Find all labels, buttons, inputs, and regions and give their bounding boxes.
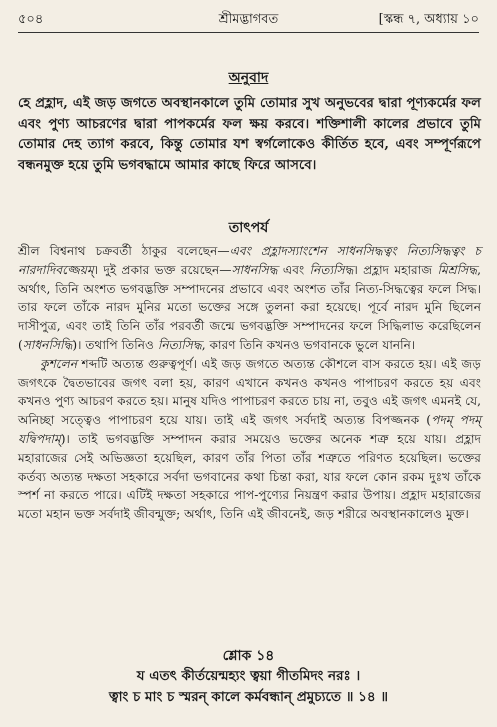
page-header: [18, 8, 479, 30]
page-number: ৫০৪: [18, 12, 44, 27]
purport-text: । প্রহ্লাদ মহারাজ: [353, 262, 438, 277]
italic-term: নিত্যসিদ্ধ: [157, 337, 202, 352]
purport-text: এবং: [277, 262, 310, 277]
purport-text: । দুই প্রকার ভক্ত রয়েছেন—: [93, 262, 232, 277]
purport-body: [18, 242, 481, 524]
translation-text: হে প্রহ্লাদ, এই জড় জগতে অবস্থানকালে তুমি তোমার সুখ অনুভবের দ্বারা পূণ্যকর্মের ফল এবং পুণ্য আচরণের দ্বারা পাপকর্মের ফল ক্ষয় করবে। শক্তিশালী কালের প্রভাবে তুমি তোমার দেহ ত্যাগ করবে, কিন্তু তোমার যশ স্বর্গলোকেও কীর্তিত হবে, এবং সম্পূর্ণরূপে বন্ধনমুক্ত হয়ে তুমি ভগবদ্ধামে আমার কাছে ফিরে আসবে।: [18, 96, 481, 173]
italic-term: মিশ্রসিদ্ধ: [437, 262, 478, 277]
purport-paragraph-2: [18, 355, 481, 524]
verse-heading-text: শ্লোক ১৪: [222, 648, 275, 664]
italic-term: সাধনসিদ্ধ: [231, 262, 278, 277]
italic-term: সাধনসিদ্ধি: [22, 337, 73, 352]
chapter-reference: [স্কন্ধ ৭, অধ্যায় ১০: [378, 12, 479, 27]
purport-text: )। তাই ভগবদ্ভক্তি সম্পাদন করার সময়েও ভক্তের অনেক শত্রু হয়ে যায়। প্রহ্লাদ মহারাজের সেই অভিজ্ঞতা হয়েছিল, কারণ তাঁর পিতা তাঁর শত্রুতে পরিণত হয়েছিল। ভক্তের কর্তব্য অত্যন্ত দক্ষতা সহকারে সর্বদা ভগবানের কথা চিন্তা করা, যার ফলে কোন রকম দুঃখ তাঁকে স্পর্শ না করতে পারে। এটিই দক্ষতা সহকারে পাপ-পুণ্যের নিয়ন্ত্রণ করার উপায়। প্রহ্লাদ মহারাজের মতো মহান ভক্ত সর্বদাই জীবন্মুক্ত; অর্থাৎ, তিনি এই জীবনেই, জড় শরীরে অবস্থানকালেও মুক্ত।: [18, 431, 481, 522]
book-title: শ্রীমদ্ভাগবত: [218, 12, 279, 27]
italic-term: কুশলেন: [40, 356, 77, 371]
translation-heading-text: অনুবাদ: [228, 70, 269, 86]
verse-line-2: ত্বাং চ মাং চ স্মরন্ কালে কর্মবন্ধান্ প্রমুচ্যতে ॥ ১৪ ॥: [109, 689, 388, 705]
verse-text: [0, 666, 497, 708]
italic-term: নিত্যসিদ্ধ: [309, 262, 354, 277]
purport-heading-text: তাৎপর্য: [228, 220, 269, 236]
italic-term: পদম্ পদম্ যদ্বিপদাম্: [18, 413, 481, 446]
purport-text: শব্দটি অত্যন্ত গুরুত্বপূর্ণ। এই জড় জগতে অত্যন্ত কৌশলে বাস করতে হয়। এই জড় জগৎকে দ্বৈতভাবের জগৎ বলা হয়, কারণ এখানে কখনও কখনও পাপাচরণ করতে হয় এবং কখনও পুণ্য আচরণ করতে হয়। মানুষ যদিও পাপাচরণ করতে চায় না, তবুও এই জগৎ এমনই যে, অনিচ্ছা সত্ত্বেও পাপাচরণ হয়ে যায়। তাই এই জগৎ সর্বদাই অত্যন্ত বিপজ্জনক (: [18, 356, 481, 428]
sanskrit-quote: এবং প্রহ্লাদস্যাংশেন সাধনসিদ্ধত্বং নিত্যসিদ্ধত্বং চ নারদাদিবজ্জেয়ম্: [18, 244, 481, 277]
translation-heading: [0, 66, 497, 90]
verse-line-1: য এতৎ কীর্তয়েন্মহ্যং ত্বয়া গীতমিদং নরঃ ।: [136, 668, 361, 684]
header-divider: [18, 32, 479, 33]
purport-heading: [0, 216, 497, 240]
verse-heading: [0, 644, 497, 668]
purport-text: )। তথাপি তিনিও: [72, 337, 158, 352]
purport-text: , অর্থাৎ, তিনি অংশত ভগবদ্ভক্তি সম্পাদনের প্রভাবে এবং অংশত তাঁর নিত্য-সিদ্ধত্বের ফলে সিদ্ধ। তার ফলে তাঁকে নারদ মুনির মতো ভক্তের সঙ্গে তুলনা করা হয়েছে। পূর্বে নারদ মুনি ছিলেন দাসীপুত্র, এবং তাই তিনি তাঁর পরবর্তী জন্মে ভগবদ্ভক্তি সম্পাদনের ফলে সিদ্ধিলাভ করেছিলেন (: [18, 262, 481, 352]
purport-text: শ্রীল বিশ্বনাথ চক্রবর্তী ঠাকুর বলেছেন—: [18, 244, 230, 258]
purport-paragraph-1: [18, 242, 481, 355]
purport-text: , কারণ তিনি কখনও ভগবানকে ভুলে যাননি।: [201, 337, 416, 352]
